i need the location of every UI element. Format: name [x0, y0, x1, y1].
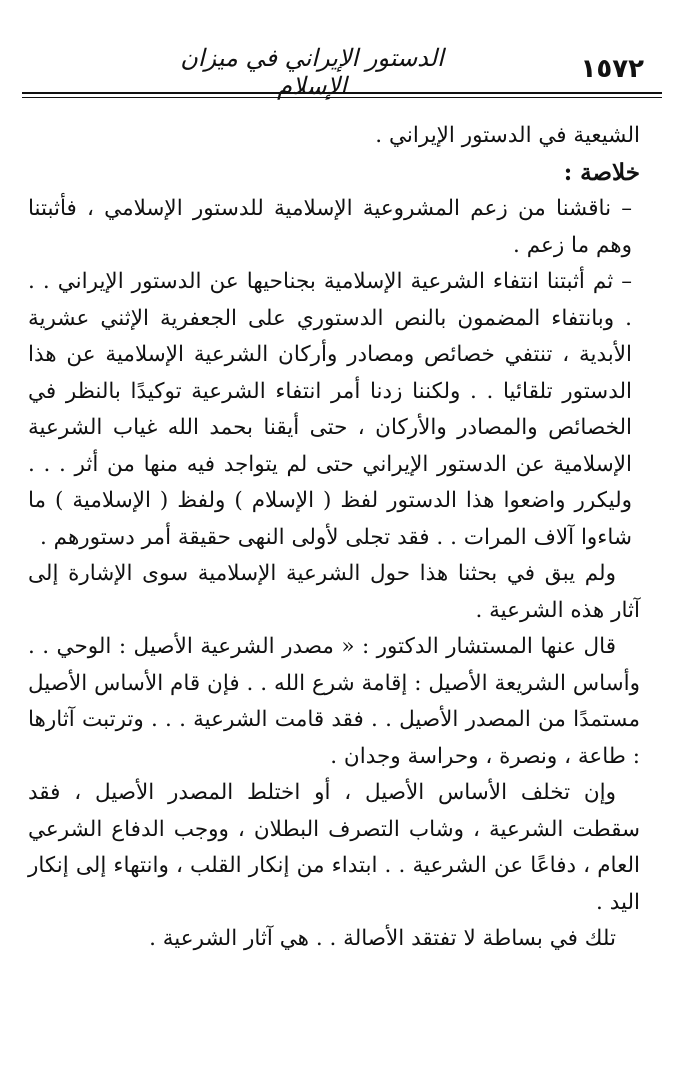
paragraph-conclusion: تلك في بساطة لا تفتقد الأصالة . . هي آثار الشرعية .	[149, 926, 616, 951]
page-number: ١٥٧٢	[580, 54, 644, 84]
page-header	[22, 40, 662, 100]
header-rule-thin	[22, 97, 662, 98]
body-text	[28, 118, 640, 958]
paragraph-quote: قال عنها المستشار الدكتور : « مصدر الشرعية الأصيل : الوحي . . وأساس الشريعة الأصيل : إقامة شرع الله . . فإن قام الأساس الأصيل مستمدًا من المصدر الأصيل . . فقد قامت الشرعية . . . وترتبت آثارها : طاعة ، ونصرة ، وحراسة وجدان .	[28, 634, 640, 769]
paragraph-point-1: – ناقشنا من زعم المشروعية الإسلامية للدستور الإسلامي ، فأثبتنا وهم ما زعم .	[28, 196, 632, 258]
paragraph-quote-continued: وإن تخلف الأساس الأصيل ، أو اختلط المصدر الأصيل ، فقد سقطت الشرعية ، وشاب التصرف البطلان ، ووجب الدفاع الشرعي العام ، دفاعًا عن الشرعية . . ابتداء من إنكار القلب ، وانتهاء إلى إنكار اليد .	[28, 780, 640, 915]
paragraph: ولم يبق في بحثنا هذا حول الشرعية الإسلامية سوى الإشارة إلى آثار هذه الشرعية .	[28, 561, 640, 623]
paragraph-point-2: – ثم أثبتنا انتفاء الشرعية الإسلامية بجناحيها عن الدستور الإيراني . . . وبانتفاء المضمون بالنص الدستوري على الجعفرية الإثني عشرية الأبدية ، تنتفي خصائص ومصادر وأركان الشرعية الإسلامية عن هذا الدستور تلقائيا . . ولكننا زدنا أمر انتفاء الشرعية توكيدًا بالنظر في الخصائص والمصادر والأركان ، حتى أيقنا بحمد الله غياب الشرعية الإسلامية عن الدستور الإيراني حتى لم يتواجد فيه منها من أثر . . . وليكرر واضعوا هذا الدستور لفظ ( الإسلام ) ولفظ ( الإسلامية ) ما شاءوا آلاف المرات . . فقد تجلى لأولى النهى حقيقة أمر دستورهم .	[28, 269, 632, 550]
section-heading: خلاصة :	[563, 158, 640, 186]
paragraph-continuation: الشيعية في الدستور الإيراني .	[375, 123, 640, 148]
header-rule	[22, 92, 662, 94]
running-title: الدستور الإيراني في ميزان الإسلام	[180, 44, 444, 100]
